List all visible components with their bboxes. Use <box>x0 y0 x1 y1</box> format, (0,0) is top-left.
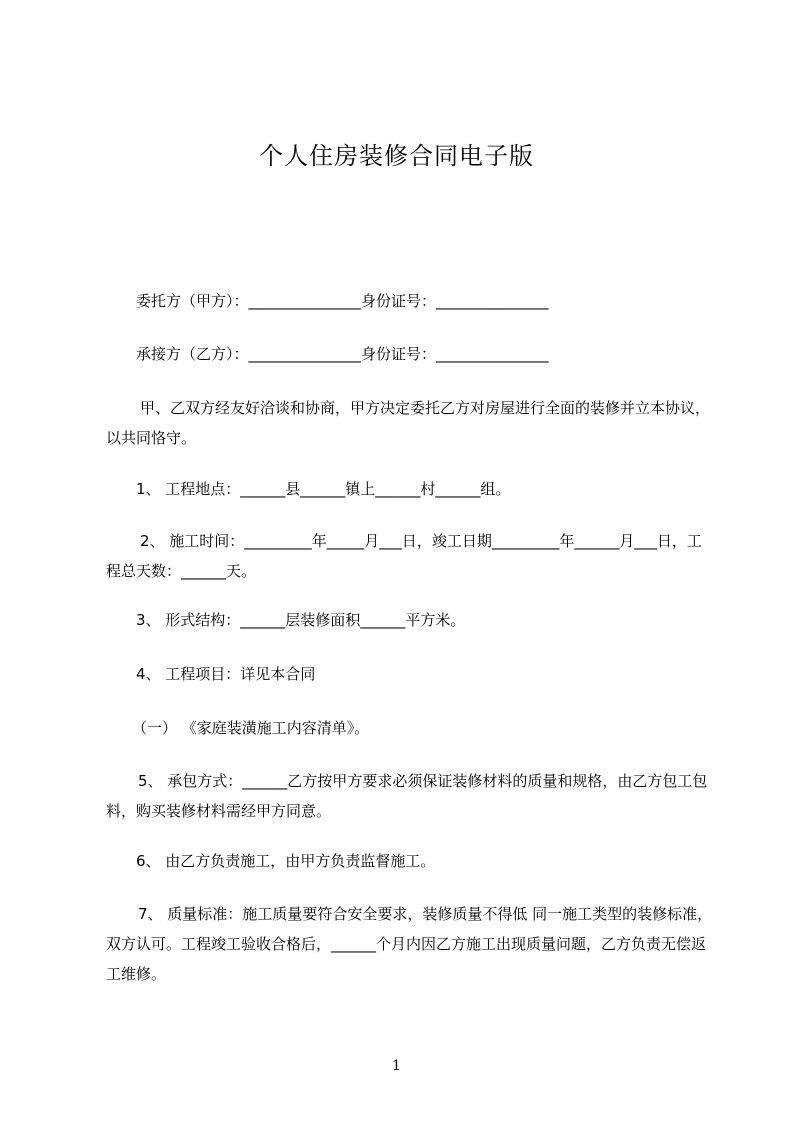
clause-4-sub-item: （一） 《家庭装潢施工内容清单》。 <box>132 719 370 737</box>
party-a-line: 委托方（甲方）：_______________身份证号：_______________ <box>136 292 549 310</box>
party-b-line: 承接方（乙方）：_______________身份证号：_______________ <box>136 345 549 363</box>
preamble-paragraph: 甲、乙双方经友好洽谈和协商，甲方决定委托乙方对房屋进行全面的装修并立本协议，以共同恪守。 <box>106 399 711 447</box>
clause-6-construction: 6、 由乙方负责施工，由甲方负责监督施工。 <box>136 852 436 870</box>
page-number: 1 <box>392 1058 401 1074</box>
clause-3-structure: 3、 形式结构：______层装修面积______平方米。 <box>136 611 466 629</box>
clause-2-schedule: 2、 施工时间：_________年_____月___日，竣工日期_________年______月___日，工程总天数：______天。 <box>106 532 702 580</box>
clause-1-location: 1、 工程地点：______县______镇上______村______组。 <box>136 480 511 498</box>
clause-5-contract-method: 5、 承包方式：______乙方按甲方要求必须保证装修材料的质量和规格，由乙方包工包料，购买装修材料需经甲方同意。 <box>106 772 708 820</box>
clause-4-project: 4、 工程项目：详见本合同 <box>136 665 316 683</box>
clause-7-quality: 7、 质量标准：施工质量要符合安全要求，装修质量不得低 同一施工类型的装修标准，双方认可。工程竣工验收合格后，______个月内因乙方施工出现质量问题，乙方负责无偿返工维修。 <box>106 905 713 983</box>
document-title: 个人住房装修合同电子版 <box>259 142 534 170</box>
